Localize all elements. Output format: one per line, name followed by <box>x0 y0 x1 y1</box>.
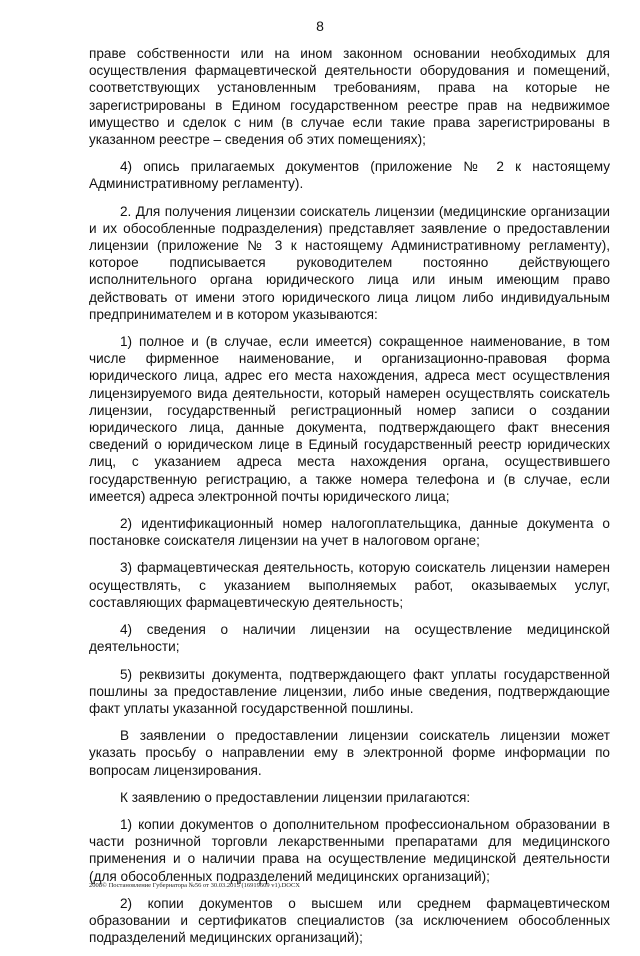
paragraph-item-4-inventory: 4) опись прилагаемых документов (приложение № 2 к настоящему Административному регламенту). <box>89 159 610 192</box>
document-footer: 2008© Постановление Губернатора №56 от 30.03.2015 (16919609 v1).DOCX <box>89 882 300 889</box>
paragraph-electronic-request: В заявлении о предоставлении лицензии соискатель лицензии может указать просьбу о направлении ему в электронной форме информации по вопросам лицензирования. <box>89 728 610 778</box>
paragraph-section-2: 2. Для получения лицензии соискатель лицензии (медицинские организации и их обособленные подразделения) представляет заявление о предоставлении лицензии (приложение № 3 к настоящему Административному регламенту), которое подписывается руководителем постоянно действующего исполнительного органа юридического лица или иным имеющим право действовать от имени этого юридического лица лицом либо индивидуальным предпринимателем и в котором указываются: <box>89 203 610 322</box>
paragraph-item-4-license: 4) сведения о наличии лицензии на осуществление медицинской деятельности; <box>89 622 610 655</box>
paragraph-item-5-payment: 5) реквизиты документа, подтверждающего факт уплаты государственной пошлины за предоставление лицензии, либо иные сведения, подтверждающие факт уплаты указанной государственной пошлины. <box>89 666 610 716</box>
paragraph-continuation: праве собственности или на ином законном основании необходимых для осуществления фармацевтической деятельности оборудования и помещений, соответствующих установленным требованиям, права на которые не зарегистрированы в Едином государственном реестре прав на недвижимое имущество и сделок с ним (в случае если такие права зарегистрированы в указанном реестре – сведения об этих помещениях); <box>89 46 610 148</box>
paragraph-attachment-1: 1) копии документов о дополнительном профессиональном образовании в части розничной торговли лекарственными препаратами для медицинского применения и о наличии права на осуществление медицинской деятельности (для обособленных подразделений медицинских организаций); <box>89 816 610 884</box>
paragraph-item-2-inn: 2) идентификационный номер налогоплательщика, данные документа о постановке соискателя лицензии на учет в налоговом органе; <box>89 516 610 549</box>
paragraph-item-1-name: 1) полное и (в случае, если имеется) сокращенное наименование, в том числе фирменное наименование, и организационно-правовая форма юридического лица, адрес его места нахождения, адреса мест осуществления лицензируемого вида деятельности, который намерен осуществлять соискатель лицензии, государственный регистрационный номер записи о создании юридического лица, данные документа, подтверждающего факт внесения сведений о юридическом лице в Единый государственный реестр юридических лиц, с указанием адреса места нахождения органа, осуществившего государственную регистрацию, а также номера телефона и (в случае, если имеется) адреса электронной почты юридического лица; <box>89 334 610 504</box>
document-body <box>89 45 610 956</box>
paragraph-item-3-activity: 3) фармацевтическая деятельность, которую соискатель лицензии намерен осуществлять, с указанием выполняемых работ, оказываемых услуг, составляющих фармацевтическую деятельность; <box>89 560 610 610</box>
paragraph-attachments-intro: К заявлению о предоставлении лицензии прилагаются: <box>120 789 471 805</box>
paragraph-attachment-2: 2) копии документов о высшем или среднем фармацевтическом образовании и сертификатов специалистов (за исключением обособленных подразделений медицинских организаций); <box>89 895 610 946</box>
page-number: 8 <box>316 18 324 34</box>
